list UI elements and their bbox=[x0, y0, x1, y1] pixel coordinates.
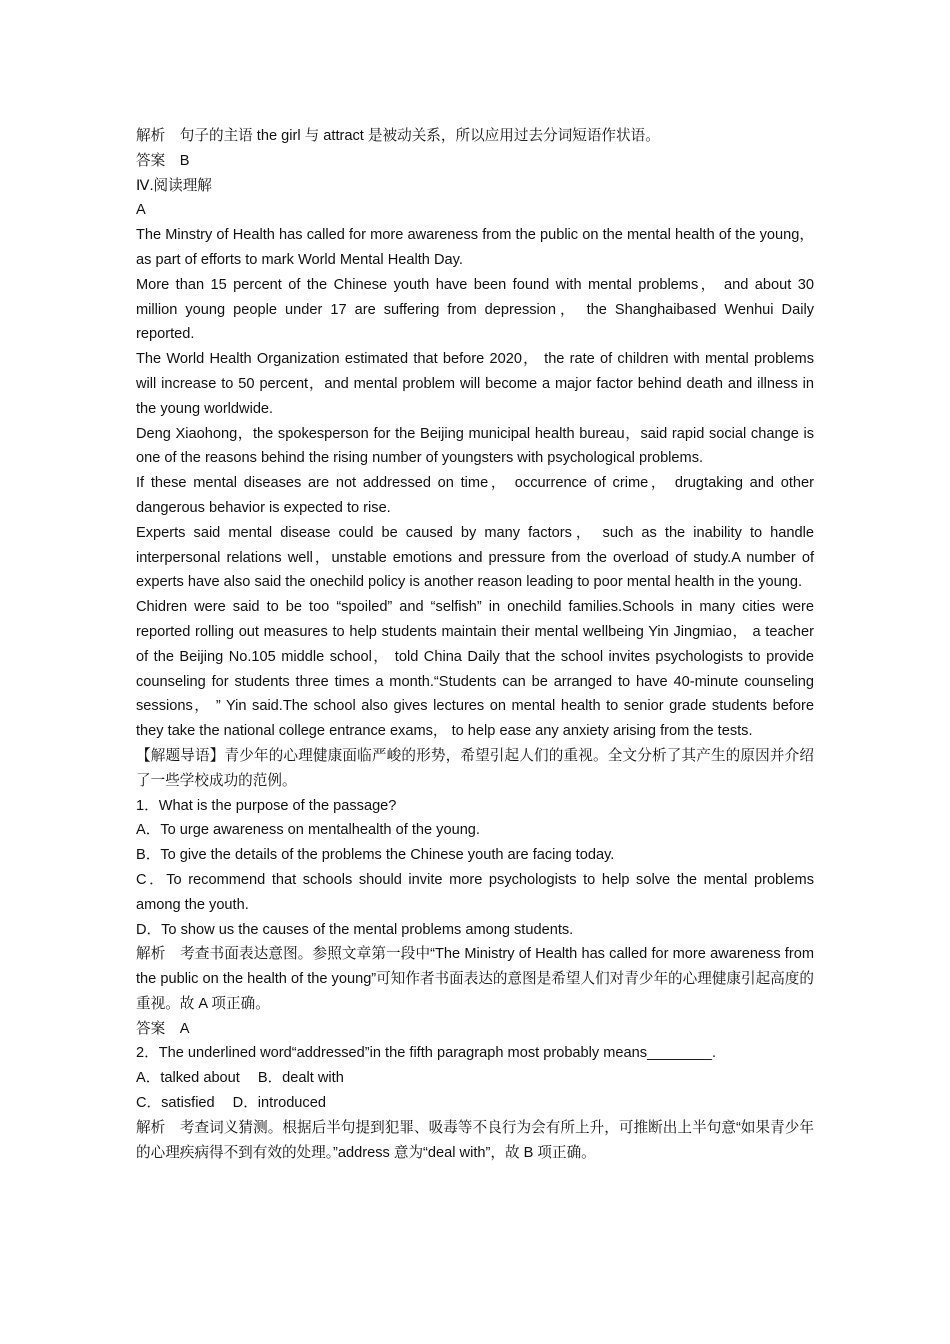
question-1-explanation: 解析 考查书面表达意图。参照文章第一段中“The Ministry of Health has called for more awareness from the public on the health of the young”可知作者书面表达的意图是希望人们对青少年的心理健康引起高度的重视。故 A 项正确。 bbox=[136, 946, 814, 1012]
passage-paragraph-5: If these mental diseases are not addressed on time， occurrence of crime， drugtaking and other dangerous behavior is expected to rise. bbox=[136, 475, 814, 516]
question-2-option-d: D．introduced bbox=[232, 1095, 326, 1112]
solution-guide: 【解题导语】青少年的心理健康面临严峻的形势，希望引起人们的重视。全文分析了其产生的原因并介绍了一些学校成功的范例。 bbox=[136, 747, 814, 789]
passage-paragraph-4: Deng Xiaohong，the spokesperson for the Beijing municipal health bureau，said rapid social change is one of the reasons behind the rising number of youngsters with psychological problems. bbox=[136, 425, 814, 467]
question-2-options-row-1 bbox=[136, 1066, 814, 1091]
question-1-stem: 1．What is the purpose of the passage? bbox=[136, 797, 397, 814]
question-1-option-a: A．To urge awareness on mentalhealth of the young. bbox=[136, 822, 480, 839]
question-1-option-b: B．To give the details of the problems the Chinese youth are facing today. bbox=[136, 847, 615, 864]
passage-paragraph-6: Experts said mental disease could be caused by many factors， such as the inability to handle interpersonal relations well，unstable emotions and pressure from the overload of study.A number of experts have also said the onechild policy is another reason leading to poor mental health in the young. bbox=[136, 524, 814, 591]
prev-answer: 答案 B bbox=[136, 152, 190, 169]
question-2-explanation: 解析 考查词义猜测。根据后半句提到犯罪、吸毒等不良行为会有所上升，可推断出上半句意“如果青少年的心理疾病得不到有效的处理。”address 意为“deal with”，故 B 项正确。 bbox=[136, 1119, 814, 1161]
question-2-option-b: B．dealt with bbox=[257, 1070, 344, 1087]
passage-label: A bbox=[136, 202, 146, 219]
passage-paragraph-2: More than 15 percent of the Chinese youth have been found with mental problems， and about 30 million young people under 17 are suffering from depression， the Shanghaibased Wenhui Daily reported. bbox=[136, 276, 814, 343]
passage-paragraph-1: The Minstry of Health has called for more awareness from the public on the mental health of the young， as part of efforts to mark World Mental Health Day. bbox=[136, 227, 814, 268]
question-1-answer: 答案 A bbox=[136, 1020, 190, 1037]
section-title: Ⅳ.阅读理解 bbox=[136, 177, 212, 194]
question-2-stem: 2．The underlined word“addressed”in the fifth paragraph most probably means________. bbox=[136, 1045, 717, 1062]
passage-paragraph-3: The World Health Organization estimated that before 2020， the rate of children with mental problems will increase to 50 percent，and mental problem will become a major factor behind death and illness in the young worldwide. bbox=[136, 351, 814, 417]
passage-paragraph-7: Chidren were said to be too “spoiled” and “selfish” in onechild families.Schools in many cities were reported rolling out measures to help students maintain their mental wellbeing Yin Jingmiao， a teacher of the Beijing No.105 middle school， told China Daily that the school invites psychologists to provide counseling for students three times a month.“Students can be arranged to have 40-minute counseling sessions， ” Yin said.The school also gives lectures on mental health to senior grade students before they take the national college entrance exams， to help ease any anxiety arising from the tests. bbox=[136, 599, 814, 740]
question-2-option-c: C．satisfied bbox=[136, 1095, 215, 1112]
document-page bbox=[136, 124, 814, 1165]
question-2-options-row-2 bbox=[136, 1091, 814, 1116]
prev-explanation: 解析 句子的主语 the girl 与 attract 是被动关系，所以应用过去分词短语作状语。 bbox=[136, 128, 660, 144]
question-1-option-c: C．To recommend that schools should invite more psychologists to help solve the mental problems among the youth. bbox=[136, 871, 814, 913]
question-1-option-d: D．To show us the causes of the mental problems among students. bbox=[136, 921, 574, 938]
question-2-option-a: A．talked about bbox=[136, 1070, 240, 1087]
